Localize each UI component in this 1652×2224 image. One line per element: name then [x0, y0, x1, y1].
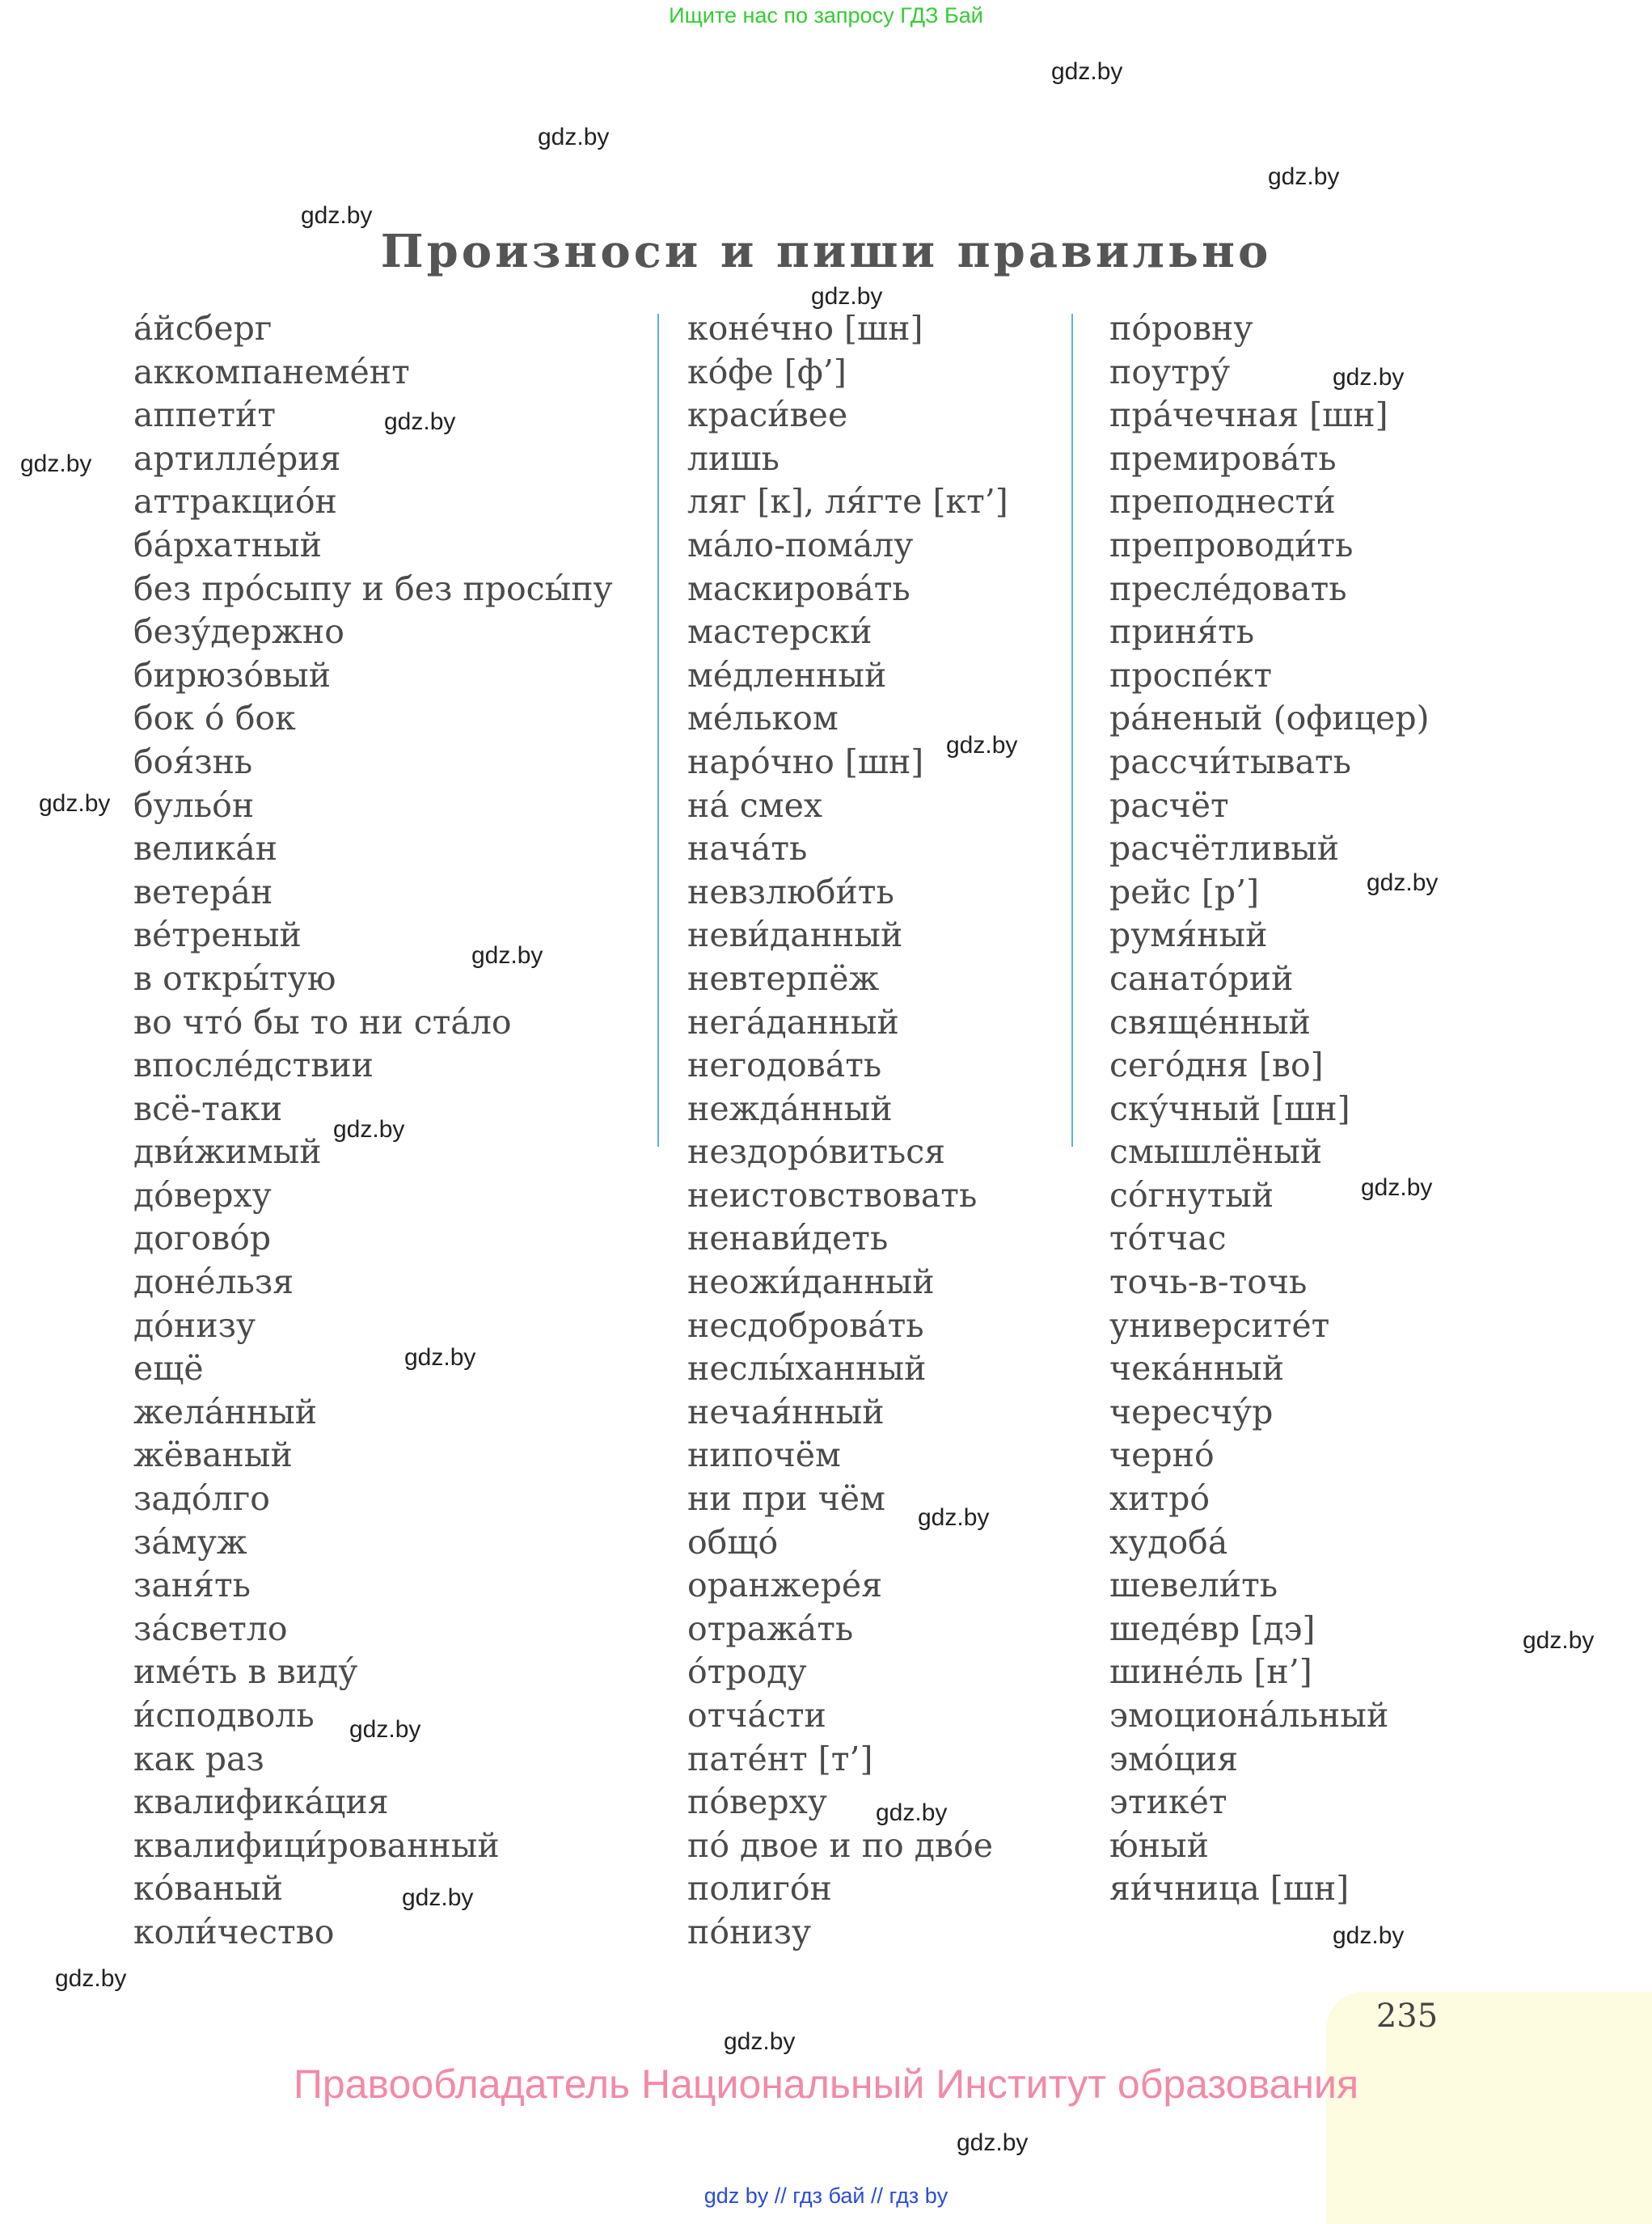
word-entry: смышлёный	[1109, 1132, 1323, 1172]
word-entry: пра́чечная [шн]	[1109, 395, 1388, 435]
word-entry: за́светло	[133, 1609, 288, 1648]
watermark: gdz.by	[1333, 364, 1405, 391]
word-entry: чересчу́р	[1109, 1392, 1274, 1431]
word-entry: по́низу	[687, 1912, 812, 1951]
word-entry: черно́	[1109, 1435, 1215, 1475]
word-entry: бульо́н	[133, 785, 255, 825]
word-entry: нечая́нный	[687, 1392, 885, 1431]
word-entry: рейс [р’]	[1109, 872, 1260, 911]
word-entry: эмо́ция	[1109, 1739, 1239, 1778]
word-entry: коне́чно [шн]	[687, 309, 923, 348]
watermark: gdz.by	[471, 942, 543, 969]
word-entry: лишь	[687, 438, 780, 478]
word-entry: шеде́вр [дэ]	[1109, 1609, 1316, 1648]
word-entry: артилле́рия	[133, 438, 341, 478]
word-entry: со́гнутый	[1109, 1175, 1274, 1215]
column-divider	[657, 314, 659, 1147]
word-entry: отча́сти	[687, 1696, 826, 1735]
word-entry: аккомпанеме́нт	[133, 352, 410, 391]
word-entry: ску́чный [шн]	[1109, 1089, 1350, 1128]
word-entry: ра́неный (офицер)	[1109, 699, 1430, 738]
word-entry: аттракцио́н	[133, 482, 337, 522]
word-entry: невзлюби́ть	[687, 872, 894, 911]
word-entry: ко́фе [ф’]	[687, 352, 847, 391]
watermark: gdz.by	[404, 1344, 476, 1371]
watermark: gdz.by	[55, 1965, 127, 1992]
word-entry: университе́т	[1109, 1305, 1330, 1345]
watermark: gdz.by	[349, 1716, 421, 1743]
watermark: gdz.by	[876, 1799, 948, 1826]
column-divider	[1071, 314, 1073, 1147]
word-entry: ненави́деть	[687, 1219, 889, 1258]
word-entry: расчёт	[1109, 785, 1229, 825]
word-entry: всё-таки	[133, 1089, 283, 1128]
word-entry: коли́чество	[133, 1912, 335, 1951]
word-entry: как раз	[133, 1739, 264, 1778]
watermark: gdz.by	[811, 283, 883, 310]
word-entry: бок о́ бок	[133, 699, 296, 738]
word-entry: заня́ть	[133, 1566, 251, 1605]
word-entry: ю́ный	[1109, 1825, 1209, 1865]
word-entry: дви́жимый	[133, 1132, 322, 1172]
word-entry: впосле́дствии	[133, 1046, 374, 1085]
word-entry: по́верху	[687, 1782, 827, 1822]
word-entry: по́ двое и по дво́е	[687, 1825, 994, 1865]
word-entry: маскирова́ть	[687, 569, 911, 608]
footer-links[interactable]: gdz by // гдз бай // гдз by	[703, 2184, 949, 2208]
word-entry: нега́данный	[687, 1002, 899, 1042]
word-entry: нача́ть	[687, 829, 808, 869]
watermark: gdz.by	[1361, 1174, 1433, 1201]
word-entry: неслы́ханный	[687, 1349, 927, 1389]
word-entry: эмоциона́льный	[1109, 1696, 1389, 1735]
watermark: gdz.by	[39, 790, 111, 817]
word-entry: ме́дленный	[687, 655, 887, 695]
watermark: gdz.by	[402, 1884, 474, 1911]
page-number: 235	[1375, 1998, 1439, 2035]
word-entry: рассчи́тывать	[1109, 742, 1351, 781]
word-entry: то́тчас	[1109, 1219, 1227, 1258]
word-entry: о́троду	[687, 1652, 807, 1692]
word-entry: шине́ль [н’]	[1109, 1652, 1312, 1692]
word-entry: отража́ть	[687, 1609, 854, 1648]
watermark: gdz.by	[918, 1504, 990, 1531]
word-entry: проспе́кт	[1109, 655, 1273, 695]
word-entry: ве́треный	[133, 915, 302, 955]
watermark: gdz.by	[1367, 869, 1439, 896]
word-entry: яи́чница [шн]	[1109, 1869, 1350, 1909]
word-entry: свяще́нный	[1109, 1002, 1311, 1042]
word-entry: премирова́ть	[1109, 438, 1337, 478]
word-entry: ляг [к], ля́гте [кт’]	[687, 482, 1008, 522]
word-entry: общо́	[687, 1522, 779, 1562]
watermark: gdz.by	[384, 408, 456, 435]
watermark: gdz.by	[724, 2028, 796, 2055]
word-entry: безу́держно	[133, 612, 344, 652]
watermark: gdz.by	[538, 124, 610, 150]
word-entry: нездоро́виться	[687, 1132, 946, 1172]
word-entry: в откры́тую	[133, 958, 336, 998]
top-banner-link[interactable]: Ищите нас по запросу ГДЗ Бай	[669, 3, 983, 27]
word-entry: санато́рий	[1109, 958, 1294, 998]
word-entry: нежда́нный	[687, 1089, 893, 1128]
word-entry: ме́льком	[687, 699, 839, 738]
watermark: gdz.by	[301, 202, 373, 229]
watermark: gdz.by	[1268, 163, 1340, 190]
word-column-2	[687, 307, 1067, 1955]
word-entry: квалифици́рованный	[133, 1825, 500, 1865]
watermark: gdz.by	[1051, 58, 1123, 85]
word-entry: име́ть в виду́	[133, 1652, 358, 1692]
word-entry: ещё	[133, 1349, 204, 1389]
word-entry: несдоброва́ть	[687, 1305, 924, 1345]
word-entry: нипочём	[687, 1435, 841, 1475]
word-entry: сего́дня [во]	[1109, 1046, 1324, 1085]
word-entry: полиго́н	[687, 1869, 832, 1909]
word-entry: бирюзо́вый	[133, 655, 332, 695]
watermark: gdz.by	[333, 1116, 405, 1143]
word-entry: наро́чно [шн]	[687, 742, 924, 781]
word-column-3	[1109, 307, 1595, 1911]
word-entry: препроводи́ть	[1109, 525, 1354, 564]
page-title: Произноси и пиши правильно	[380, 225, 1272, 278]
word-entry: задо́лго	[133, 1479, 270, 1519]
word-entry: а́йсберг	[133, 309, 273, 348]
word-entry: за́муж	[133, 1522, 247, 1562]
word-entry: пате́нт [т’]	[687, 1739, 873, 1778]
word-entry: жёваный	[133, 1435, 293, 1475]
word-entry: до́верху	[133, 1175, 272, 1215]
word-entry: аппети́т	[133, 395, 277, 435]
word-entry: жела́нный	[133, 1392, 318, 1431]
word-entry: расчётливый	[1109, 829, 1340, 869]
word-entry: велика́н	[133, 829, 278, 869]
word-entry: неистовствовать	[687, 1175, 978, 1215]
word-entry: ни при чём	[687, 1479, 885, 1519]
word-entry: догово́р	[133, 1219, 272, 1258]
word-entry: ветера́н	[133, 872, 273, 911]
copyright-notice: Правообладатель Национальный Институт образования	[293, 2061, 1359, 2107]
watermark: gdz.by	[946, 732, 1018, 759]
word-entry: во что́ бы то ни ста́ло	[133, 1002, 512, 1042]
word-entry: поутру́	[1109, 352, 1231, 391]
word-entry: преподнести́	[1109, 482, 1336, 522]
word-entry: румя́ный	[1109, 915, 1268, 955]
word-entry: ма́ло-пома́лу	[687, 525, 914, 564]
word-entry: квалифика́ция	[133, 1782, 389, 1822]
word-entry: боя́знь	[133, 742, 253, 781]
word-entry: краси́вее	[687, 395, 848, 435]
word-entry: шевели́ть	[1109, 1566, 1278, 1605]
word-entry: приня́ть	[1109, 612, 1255, 652]
word-entry: невтерпёж	[687, 958, 880, 998]
word-entry: неви́данный	[687, 915, 903, 955]
word-entry: до́низу	[133, 1305, 256, 1345]
watermark: gdz.by	[957, 2129, 1029, 2156]
word-entry: оранжере́я	[687, 1566, 883, 1605]
word-entry: точь-в-точь	[1109, 1262, 1308, 1302]
word-entry: доне́льзя	[133, 1262, 294, 1302]
word-entry: негодова́ть	[687, 1046, 882, 1085]
word-entry: неожи́данный	[687, 1262, 935, 1302]
watermark: gdz.by	[20, 450, 92, 477]
word-entry: по́ровну	[1109, 309, 1253, 348]
word-entry: без про́сыпу и без просы́пу	[133, 569, 613, 608]
word-entry: ко́ваный	[133, 1869, 284, 1909]
word-entry: ба́рхатный	[133, 525, 322, 564]
word-entry: этике́т	[1109, 1782, 1227, 1822]
word-entry: и́сподволь	[133, 1696, 315, 1735]
word-entry: пресле́довать	[1109, 569, 1347, 608]
word-entry: мастерски́	[687, 612, 872, 652]
word-entry: на́ смех	[687, 785, 823, 825]
watermark: gdz.by	[1523, 1627, 1595, 1654]
word-entry: хитро́	[1109, 1479, 1210, 1519]
word-entry: худоба́	[1109, 1522, 1228, 1562]
watermark: gdz.by	[1333, 1922, 1405, 1949]
word-entry: чека́нный	[1109, 1349, 1285, 1389]
